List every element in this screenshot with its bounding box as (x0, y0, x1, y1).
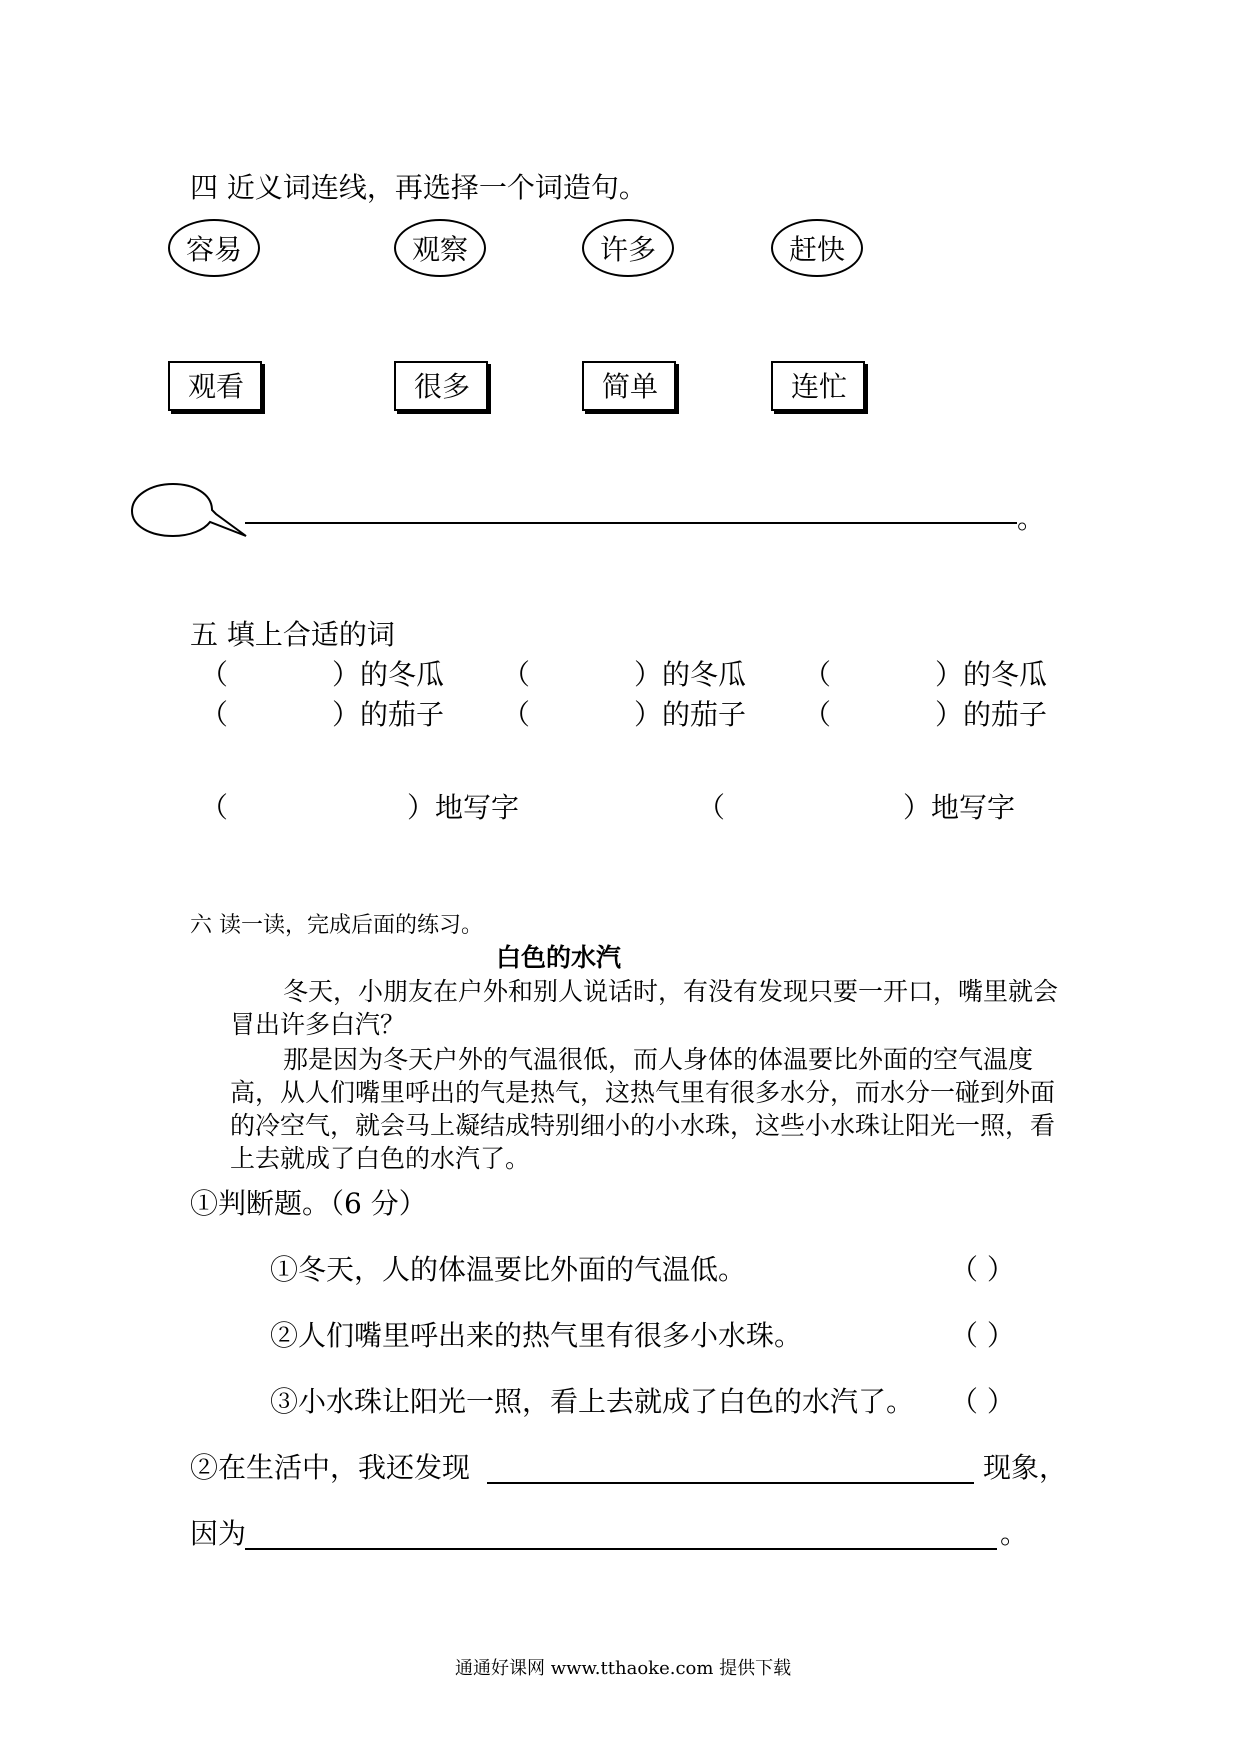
word-oval-2[interactable]: 观察 (394, 219, 486, 277)
passage-line: 冬天，小朋友在户外和别人说话时，有没有发现只要一开口，嘴里就会 (283, 977, 1059, 1006)
judge-item-2: ②人们嘴里呼出来的热气里有很多小水珠。 (270, 1319, 803, 1352)
judge-blank-2[interactable]: （ ） (950, 1319, 1015, 1352)
word-oval-3[interactable]: 许多 (582, 219, 674, 277)
fill-open-4: （ (200, 698, 229, 731)
section4-heading: 四 近义词连线，再选择一个词造句。 (190, 171, 647, 204)
word-box-4[interactable]: 连忙 (771, 361, 865, 411)
section5-heading: 五 填上合适的词 (190, 618, 395, 651)
fill-open-6: （ (803, 698, 832, 731)
fill-open-1: （ (200, 658, 229, 691)
fill-close-5: ）的茄子 (634, 698, 747, 731)
judge-blank-3[interactable]: （ ） (950, 1385, 1015, 1418)
judge-blank-1[interactable]: （ ） (950, 1253, 1015, 1286)
passage-line: 那是因为冬天户外的气温很低，而人身体的体温要比外面的空气温度 (283, 1045, 1034, 1074)
fill-close-3: ）的冬瓜 (935, 658, 1048, 691)
word-oval-1[interactable]: 容易 (168, 219, 260, 277)
fill-close-6: ）的茄子 (935, 698, 1048, 731)
because-end-mark: 。 (1000, 1517, 1029, 1550)
discovery-answer-line[interactable] (487, 1482, 974, 1484)
judge-item-1: ①冬天，人的体温要比外面的气温低。 (270, 1253, 747, 1286)
fill-close-2: ）的冬瓜 (634, 658, 747, 691)
passage-line: 上去就成了白色的水汽了。 (230, 1144, 531, 1173)
judge-item-3: ③小水珠让阳光一照，看上去就成了白色的水汽了。 (270, 1385, 915, 1418)
passage-title: 白色的水汽 (496, 943, 622, 972)
word-box-3[interactable]: 简单 (582, 361, 676, 411)
sentence-answer-line[interactable] (245, 522, 1017, 524)
footer-text: 通通好课网 www.tthaoke.com 提供下载 (455, 1658, 792, 1679)
word-oval-4[interactable]: 赶快 (771, 219, 863, 277)
fill-open-2: （ (502, 658, 531, 691)
speech-bubble-icon (128, 480, 248, 540)
passage-line: 高，从人们嘴里呼出的气是热气，这热气里有很多水分，而水分一碰到外面 (230, 1078, 1056, 1107)
because-label: 因为 (190, 1517, 247, 1550)
fill-open-3: （ (803, 658, 832, 691)
sentence-end-mark: 。 (1017, 502, 1046, 535)
section6-heading: 六 读一读，完成后面的练习。 (190, 913, 483, 938)
fill-close-8: ）地写字 (903, 791, 1016, 824)
fill-open-8: （ (697, 791, 726, 824)
fill-close-1: ）的冬瓜 (332, 658, 445, 691)
word-box-1[interactable]: 观看 (168, 361, 262, 411)
fill-open-7: （ (200, 791, 229, 824)
discovery-prefix: ②在生活中，我还发现 (190, 1451, 471, 1484)
fill-open-5: （ (502, 698, 531, 731)
passage-line: 的冷空气，就会马上凝结成特别细小的小水珠，这些小水珠让阳光一照，看 (230, 1111, 1056, 1140)
discovery-suffix: 现象， (983, 1451, 1068, 1484)
passage-line: 冒出许多白汽？ (230, 1010, 406, 1039)
word-box-2[interactable]: 很多 (394, 361, 488, 411)
fill-close-4: ）的茄子 (332, 698, 445, 731)
fill-close-7: ）地写字 (407, 791, 520, 824)
judge-heading: ①判断题。（6 分） (190, 1187, 427, 1220)
because-answer-line[interactable] (245, 1548, 997, 1550)
